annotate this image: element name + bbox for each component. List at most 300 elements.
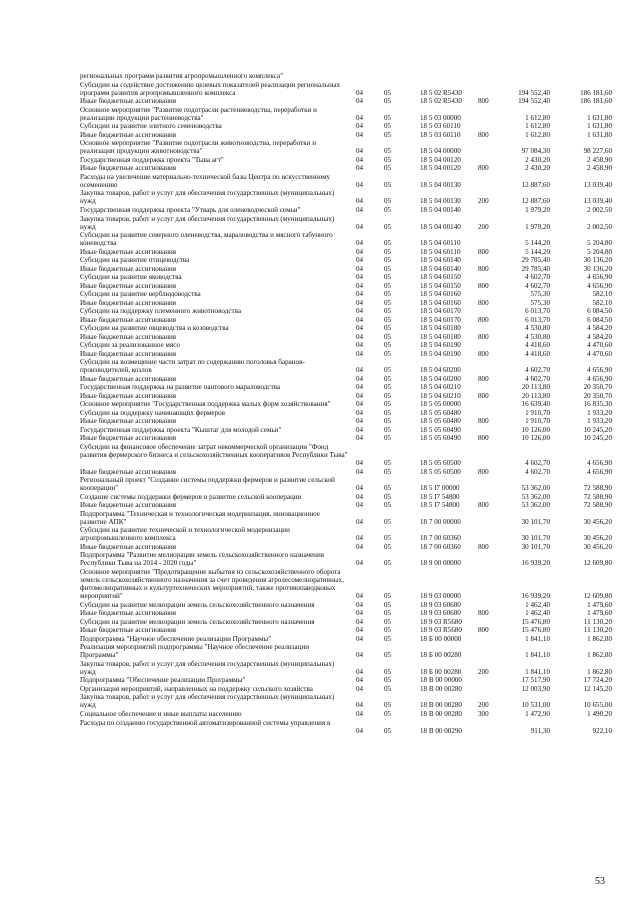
- section-code: 04: [356, 417, 364, 426]
- amount-year-1: 4 602,70: [525, 467, 550, 476]
- target-article-code: 18 5 05 60490: [420, 425, 461, 434]
- table-row: [0, 189, 640, 205]
- amount-year-1: 1 612,80: [525, 113, 550, 122]
- table-row: [0, 434, 640, 442]
- amount-year-2: 582,10: [592, 298, 612, 307]
- amount-year-1: 30 101,70: [521, 542, 550, 551]
- expense-type-code: 200: [478, 667, 489, 676]
- section-code: 04: [356, 222, 364, 231]
- amount-year-2: 1 862,80: [587, 667, 612, 676]
- subsection-code: 05: [384, 434, 392, 443]
- row-name: Иные бюджетные ассигнования: [80, 374, 177, 383]
- target-article-code: 18 5 I7 54800: [420, 492, 460, 501]
- row-name: Закупка товаров, работ и услуг для обеспечения государственных (муниципальных) нужд: [80, 693, 335, 710]
- amount-year-2: 1 862,80: [587, 651, 612, 660]
- amount-year-2: 582,10: [592, 290, 612, 299]
- amount-year-1: 30 101,70: [521, 517, 550, 526]
- subsection-code: 05: [384, 180, 392, 189]
- section-code: 04: [356, 408, 364, 417]
- table-row: [0, 409, 640, 417]
- section-code: 04: [356, 651, 364, 660]
- table-row: [0, 248, 640, 256]
- section-code: 04: [356, 341, 364, 350]
- amount-year-1: 194 552,40: [518, 97, 550, 106]
- subsection-code: 05: [384, 307, 392, 316]
- amount-year-1: 10 531,00: [521, 701, 550, 710]
- subsection-code: 05: [384, 559, 392, 568]
- subsection-code: 05: [384, 324, 392, 333]
- table-row: [0, 551, 640, 567]
- section-code: 04: [356, 634, 364, 643]
- row-name: Иные бюджетные ассигнования: [80, 417, 177, 426]
- subsection-code: 05: [384, 467, 392, 476]
- subsection-code: 05: [384, 600, 392, 609]
- amount-year-2: 30 456,20: [583, 534, 612, 543]
- section-code: 04: [356, 97, 364, 106]
- table-row: [0, 543, 640, 551]
- expense-type-code: 200: [478, 222, 489, 231]
- table-row: [0, 400, 640, 408]
- section-code: 04: [356, 484, 364, 493]
- expense-type-code: 800: [478, 501, 489, 510]
- section-code: 04: [356, 130, 364, 139]
- amount-year-2: 1 631,80: [587, 130, 612, 139]
- target-article-code: 18 5 05 60500: [420, 458, 461, 467]
- table-row: [0, 282, 640, 290]
- subsection-code: 05: [384, 626, 392, 635]
- table-row: [0, 568, 640, 600]
- table-row: [0, 333, 640, 341]
- amount-year-2: 4 584,20: [587, 332, 612, 341]
- amount-year-1: 1 979,20: [525, 222, 550, 231]
- target-article-code: 18 В 00 00280: [420, 701, 462, 710]
- amount-year-1: 575,30: [530, 290, 550, 299]
- expense-type-code: 800: [478, 130, 489, 139]
- subsection-code: 05: [384, 290, 392, 299]
- section-code: 04: [356, 164, 364, 173]
- table-row: [0, 693, 640, 709]
- row-name: Иные бюджетные ассигнования: [80, 130, 177, 139]
- row-name: Иные бюджетные ассигнования: [80, 281, 177, 290]
- row-name: Субсидии на поддержку племенного животноводства: [80, 307, 241, 316]
- table-row: [0, 476, 640, 492]
- subsection-code: 05: [384, 634, 392, 643]
- amount-year-1: 29 785,40: [521, 264, 550, 273]
- row-name: Основное мероприятие "Государственная поддержка малых форм хозяйствования": [80, 400, 331, 409]
- amount-year-2: 12 609,80: [583, 592, 612, 601]
- section-code: 04: [356, 206, 364, 214]
- amount-year-1: 911,30: [530, 726, 550, 735]
- row-name: Иные бюджетные ассигнования: [80, 434, 177, 443]
- table-row: [0, 131, 640, 139]
- target-article-code: 18 5 I7 54800: [420, 501, 460, 510]
- subsection-code: 05: [384, 492, 392, 501]
- subsection-code: 05: [384, 366, 392, 375]
- amount-year-1: 16 939,20: [521, 559, 550, 568]
- expense-type-code: 800: [478, 97, 489, 106]
- amount-year-2: 13 039,40: [583, 180, 612, 189]
- amount-year-2: 922,10: [592, 726, 612, 735]
- target-article-code: 18 5 04 60160: [420, 290, 461, 299]
- row-name: Основное мероприятие "Развитие подотрасли животноводства, переработки и реализации продукции животноводства": [80, 139, 317, 156]
- section-code: 04: [356, 542, 364, 551]
- section-code: 04: [356, 425, 364, 434]
- table-row: [0, 256, 640, 264]
- section-code: 04: [356, 366, 364, 375]
- target-article-code: 18 5 04 60140: [420, 256, 461, 265]
- amount-year-2: 2 458,90: [587, 164, 612, 173]
- row-name: Субсидии на развитие верблюдоводства: [80, 290, 201, 299]
- amount-year-1: 2 430,20: [525, 164, 550, 173]
- target-article-code: 18 5 03 60110: [420, 122, 461, 131]
- table-row: [0, 375, 640, 383]
- subsection-code: 05: [384, 517, 392, 526]
- amount-year-2: 11 130,20: [583, 626, 612, 635]
- target-article-code: 18 9 00 00000: [420, 559, 461, 568]
- section-code: 04: [356, 155, 364, 164]
- row-name: Иные бюджетные ассигнования: [80, 626, 177, 635]
- expense-type-code: 800: [478, 542, 489, 551]
- amount-year-2: 4 656,90: [587, 458, 612, 467]
- section-code: 04: [356, 609, 364, 618]
- expense-type-code: 300: [478, 710, 489, 718]
- amount-year-1: 10 126,00: [521, 425, 550, 434]
- row-name: Иные бюджетные ассигнования: [80, 298, 177, 307]
- row-name: Субсидии на развитие технической и технологической модернизации агропромышленного комплекса: [80, 526, 290, 543]
- table-row: [0, 273, 640, 281]
- subsection-code: 05: [384, 676, 392, 685]
- target-article-code: 18 5 04 60180: [420, 332, 461, 341]
- amount-year-1: 4 602,70: [525, 374, 550, 383]
- table-row: [0, 156, 640, 164]
- amount-year-1: 5 144,20: [525, 247, 550, 256]
- table-row: [0, 316, 640, 324]
- subsection-code: 05: [384, 298, 392, 307]
- expense-type-code: 800: [478, 247, 489, 256]
- table-row: [0, 231, 640, 247]
- amount-year-2: 1 933,20: [587, 408, 612, 417]
- expense-type-code: 800: [478, 298, 489, 307]
- amount-year-1: 10 126,00: [521, 434, 550, 443]
- target-article-code: 18 9 03 60680: [420, 609, 461, 618]
- amount-year-1: 1 472,90: [525, 710, 550, 718]
- section-code: 04: [356, 113, 364, 122]
- section-code: 04: [356, 281, 364, 290]
- table-row: [0, 215, 640, 231]
- amount-year-1: 53 362,00: [521, 484, 550, 493]
- amount-year-2: 72 588,90: [583, 484, 612, 493]
- amount-year-2: 2 458,90: [587, 155, 612, 164]
- row-name: Иные бюджетные ассигнования: [80, 315, 177, 324]
- amount-year-1: 4 602,70: [525, 366, 550, 375]
- amount-year-2: 13 039,40: [583, 197, 612, 206]
- section-code: 04: [356, 256, 364, 265]
- section-code: 04: [356, 701, 364, 710]
- subsection-code: 05: [384, 97, 392, 106]
- subsection-code: 05: [384, 349, 392, 358]
- amount-year-1: 1 462,40: [525, 600, 550, 609]
- amount-year-1: 1 612,80: [525, 122, 550, 131]
- section-code: 04: [356, 726, 364, 735]
- section-code: 04: [356, 290, 364, 299]
- subsection-code: 05: [384, 130, 392, 139]
- table-row: [0, 265, 640, 273]
- amount-year-2: 186 181,60: [580, 97, 612, 106]
- subsection-code: 05: [384, 408, 392, 417]
- target-article-code: 18 7 00 00000: [420, 517, 461, 526]
- amount-year-1: 194 552,40: [518, 88, 550, 97]
- section-code: 04: [356, 617, 364, 626]
- amount-year-2: 10 245,20: [583, 434, 612, 443]
- table-row: [0, 660, 640, 676]
- table-row: [0, 609, 640, 617]
- target-article-code: 18 5 04 00130: [420, 197, 461, 206]
- amount-year-1: 16 939,20: [521, 592, 550, 601]
- table-row: [0, 468, 640, 476]
- row-name: Субсидии на развитие птицеводства: [80, 256, 190, 265]
- subsection-code: 05: [384, 122, 392, 131]
- section-code: 04: [356, 592, 364, 601]
- table-row: [0, 164, 640, 172]
- expense-type-code: 800: [478, 434, 489, 443]
- row-name: Иные бюджетные ассигнования: [80, 501, 177, 510]
- row-name: Основное мероприятие "Предотвращение выбытия из сельскохозяйственного оборота земель сельскохозяйственного назначения за счет проведения агролесомелиоративных, фитомелиоративных и культуртехнических мероприятий, также противопаводковых мероприятий": [80, 567, 344, 601]
- row-name: Закупка товаров, работ и услуг для обеспечения государственных (муниципальных) нужд: [80, 214, 335, 231]
- amount-year-1: 12 003,90: [521, 684, 550, 693]
- table-row: [0, 173, 640, 189]
- amount-year-1: 16 639,40: [521, 400, 550, 409]
- section-code: 04: [356, 88, 364, 97]
- amount-year-2: 20 350,70: [583, 383, 612, 392]
- expense-type-code: 800: [478, 164, 489, 173]
- row-name: Иные бюджетные ассигнования: [80, 247, 177, 256]
- amount-year-2: 1 479,60: [587, 609, 612, 618]
- row-name: Подпрограмма "Развитие мелиорации земель сельскохозяйственного назначения Республики Тыва на 2014 - 2020 годы": [80, 551, 325, 568]
- table-row: [0, 710, 640, 718]
- target-article-code: 18 5 04 00120: [420, 164, 461, 173]
- amount-year-2: 1 479,60: [587, 600, 612, 609]
- subsection-code: 05: [384, 417, 392, 426]
- section-code: 04: [356, 667, 364, 676]
- amount-year-2: 72 588,90: [583, 492, 612, 501]
- target-article-code: 18 5 04 60160: [420, 298, 461, 307]
- amount-year-1: 97 084,30: [521, 147, 550, 156]
- table-row: [0, 358, 640, 374]
- amount-year-2: 30 456,20: [583, 542, 612, 551]
- expense-type-code: 800: [478, 626, 489, 635]
- row-name: Иные бюджетные ассигнования: [80, 164, 177, 173]
- subsection-code: 05: [384, 164, 392, 173]
- target-article-code: 18 5 03 60110: [420, 130, 461, 139]
- target-article-code: 18 5 04 60150: [420, 281, 461, 290]
- amount-year-2: 4 656,90: [587, 374, 612, 383]
- row-name: Расходы на увеличение материально-технической базы Центра по искусственному осеменению: [80, 172, 331, 189]
- row-name: Подпрограмма "Техническая и технологическая модернизация, инновационное развитие АПК": [80, 509, 320, 526]
- target-article-code: 18 5 04 60170: [420, 307, 461, 316]
- expense-type-code: 200: [478, 701, 489, 710]
- row-name: Создание системы поддержки фермеров и развитие сельской кооперации: [80, 492, 302, 501]
- target-article-code: 18 5 04 60200: [420, 374, 461, 383]
- expense-type-code: 800: [478, 332, 489, 341]
- row-name: Субсидии на содействие достижению целевых показателей реализации региональных программ развития агропромышленного комплекса: [80, 80, 341, 97]
- section-code: 04: [356, 559, 364, 568]
- row-name: Государственная поддержка на развитие пантового мараловодства: [80, 383, 281, 392]
- subsection-code: 05: [384, 341, 392, 350]
- subsection-code: 05: [384, 710, 392, 718]
- table-row: [0, 676, 640, 684]
- amount-year-1: 53 362,00: [521, 501, 550, 510]
- section-code: 04: [356, 264, 364, 273]
- subsection-code: 05: [384, 425, 392, 434]
- section-code: 04: [356, 600, 364, 609]
- table-row: [0, 635, 640, 643]
- amount-year-2: 17 724,20: [583, 676, 612, 685]
- subsection-code: 05: [384, 726, 392, 735]
- row-name: Субсидии за реализованное мясо: [80, 341, 180, 350]
- section-code: 04: [356, 676, 364, 685]
- target-article-code: 18 Б 00 00000: [420, 634, 462, 643]
- amount-year-1: 1 841,10: [525, 651, 550, 660]
- row-name: Субсидии на развитие мелиорации земель сельскохозяйственного назначения: [80, 617, 315, 626]
- table-row: [0, 81, 640, 97]
- subsection-code: 05: [384, 113, 392, 122]
- row-name: Субсидии на развитие элитного семеноводства: [80, 122, 222, 131]
- target-article-code: 18 5 04 00120: [420, 155, 461, 164]
- section-code: 04: [356, 374, 364, 383]
- section-code: 04: [356, 710, 364, 718]
- subsection-code: 05: [384, 400, 392, 409]
- amount-year-2: 2 002,50: [587, 206, 612, 214]
- amount-year-2: 30 136,20: [583, 256, 612, 265]
- target-article-code: 18 5 05 00000: [420, 400, 461, 409]
- table-row: [0, 493, 640, 501]
- amount-year-2: 5 204,80: [587, 239, 612, 248]
- expense-type-code: 800: [478, 609, 489, 618]
- target-article-code: 18 5 04 60110: [420, 239, 461, 248]
- amount-year-1: 29 785,40: [521, 256, 550, 265]
- amount-year-2: 1 933,20: [587, 417, 612, 426]
- row-name: Субсидии на возмещение части затрат по содержанию поголовья баранов-производителей, козлов: [80, 358, 305, 375]
- amount-year-1: 15 476,80: [521, 617, 550, 626]
- table-row: [0, 417, 640, 425]
- target-article-code: 18 5 05 60480: [420, 417, 461, 426]
- page-number: 53: [595, 876, 605, 887]
- amount-year-1: 1 979,20: [525, 206, 550, 214]
- subsection-code: 05: [384, 534, 392, 543]
- target-article-code: 18 9 03 60680: [420, 600, 461, 609]
- target-article-code: 18 9 03 R5680: [420, 626, 462, 635]
- row-name: Иные бюджетные ассигнования: [80, 467, 177, 476]
- amount-year-2: 4 656,90: [587, 467, 612, 476]
- amount-year-1: 1 841,10: [525, 634, 550, 643]
- target-article-code: 18 9 03 R5680: [420, 617, 462, 626]
- target-article-code: 18 7 00 60360: [420, 542, 461, 551]
- amount-year-1: 4 602,70: [525, 273, 550, 282]
- row-name: Субсидии на развитие яководства: [80, 273, 182, 282]
- subsection-code: 05: [384, 332, 392, 341]
- section-code: 04: [356, 534, 364, 543]
- target-article-code: 18 5 04 60110: [420, 247, 461, 256]
- section-code: 04: [356, 315, 364, 324]
- target-article-code: 18 5 02 R5430: [420, 97, 462, 106]
- subsection-code: 05: [384, 484, 392, 493]
- subsection-code: 05: [384, 617, 392, 626]
- target-article-code: 18 5 04 00140: [420, 206, 461, 214]
- amount-year-1: 4 530,80: [525, 324, 550, 333]
- table-row: [0, 206, 640, 214]
- amount-year-2: 4 470,60: [587, 341, 612, 350]
- amount-year-1: 4 418,60: [525, 349, 550, 358]
- row-name: Иные бюджетные ассигнования: [80, 97, 177, 106]
- target-article-code: 18 7 00 60360: [420, 534, 461, 543]
- table-row: [0, 443, 640, 467]
- amount-year-1: 20 113,80: [521, 391, 550, 400]
- amount-year-2: 30 456,20: [583, 517, 612, 526]
- section-code: 04: [356, 273, 364, 282]
- amount-year-2: 4 656,90: [587, 281, 612, 290]
- subsection-code: 05: [384, 701, 392, 710]
- amount-year-1: 1 612,80: [525, 130, 550, 139]
- subsection-code: 05: [384, 264, 392, 273]
- amount-year-1: 4 418,60: [525, 341, 550, 350]
- subsection-code: 05: [384, 239, 392, 248]
- amount-year-2: 6 084,50: [587, 307, 612, 316]
- amount-year-1: 1 910,70: [525, 408, 550, 417]
- amount-year-1: 4 602,70: [525, 281, 550, 290]
- section-code: 04: [356, 349, 364, 358]
- target-article-code: 18 5 I7 00000: [420, 484, 460, 493]
- row-name: Иные бюджетные ассигнования: [80, 609, 177, 618]
- section-code: 04: [356, 122, 364, 131]
- amount-year-2: 4 584,20: [587, 324, 612, 333]
- table-row: [0, 526, 640, 542]
- amount-year-2: 5 204,80: [587, 247, 612, 256]
- subsection-code: 05: [384, 273, 392, 282]
- row-name: Региональный проект "Создание системы поддержки фермеров и развитие сельской кооперации": [80, 476, 335, 493]
- target-article-code: 18 5 04 60190: [420, 349, 461, 358]
- row-name: Иные бюджетные ассигнования: [80, 349, 177, 358]
- subsection-code: 05: [384, 501, 392, 510]
- row-name: Основное мероприятие "Развитие подотрасли растениеводства, переработки и реализации продукции растениеводства": [80, 105, 317, 122]
- subsection-code: 05: [384, 542, 392, 551]
- expense-type-code: 800: [478, 374, 489, 383]
- table-row: [0, 383, 640, 391]
- amount-year-2: 1 490,20: [587, 710, 612, 718]
- target-article-code: 18 5 04 60190: [420, 341, 461, 350]
- target-article-code: 18 5 04 00130: [420, 180, 461, 189]
- target-article-code: 18 5 04 60150: [420, 273, 461, 282]
- expense-type-code: 800: [478, 281, 489, 290]
- subsection-code: 05: [384, 684, 392, 693]
- target-article-code: 18 9 03 00000: [420, 592, 461, 601]
- subsection-code: 05: [384, 281, 392, 290]
- amount-year-2: 1 631,80: [587, 113, 612, 122]
- subsection-code: 05: [384, 391, 392, 400]
- amount-year-2: 4 656,90: [587, 273, 612, 282]
- amount-year-1: 4 530,80: [525, 332, 550, 341]
- table-row: [0, 501, 640, 509]
- table-row: [0, 618, 640, 626]
- row-name: Закупка товаров, работ и услуг для обеспечения государственных (муниципальных) нужд: [80, 659, 335, 676]
- target-article-code: 18 Б 00 00280: [420, 651, 462, 660]
- section-code: 04: [356, 517, 364, 526]
- row-name: Субсидии на развитие мелиорации земель сельскохозяйственного назначения: [80, 600, 315, 609]
- amount-year-2: 10 245,20: [583, 425, 612, 434]
- section-code: 04: [356, 197, 364, 206]
- table-row: [0, 426, 640, 434]
- subsection-code: 05: [384, 592, 392, 601]
- expense-type-code: 800: [478, 391, 489, 400]
